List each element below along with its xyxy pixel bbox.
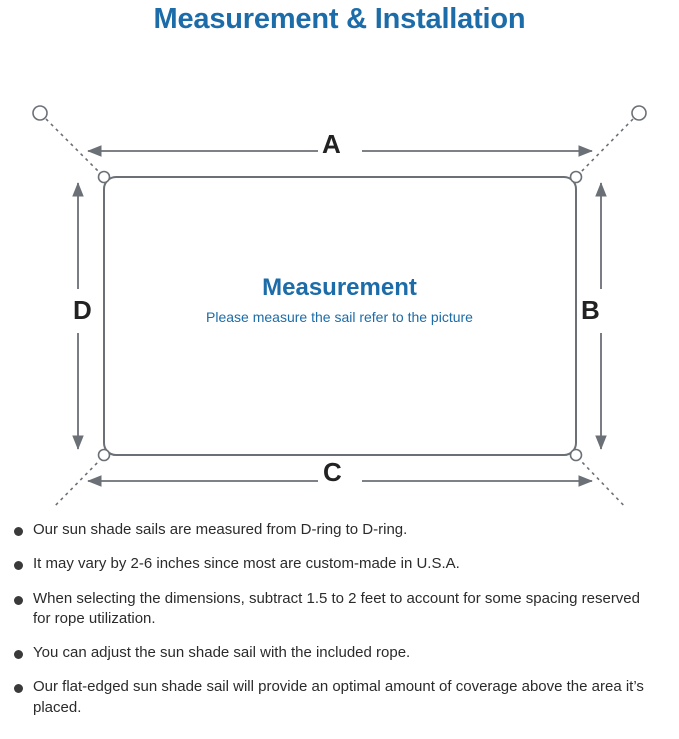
note-text: Our flat-edged sun shade sail will provide an optimal amount of coverage above the area it’s placed. xyxy=(33,678,644,716)
dimension-label-c: C xyxy=(323,456,342,487)
list-item xyxy=(14,554,661,574)
d-ring-top-right xyxy=(571,171,582,182)
rope-top-right xyxy=(581,119,633,172)
d-ring-bottom-right xyxy=(571,449,582,460)
note-text: You can adjust the sun shade sail with the included rope. xyxy=(33,644,411,661)
dimension-label-d: D xyxy=(73,294,92,325)
list-item xyxy=(14,643,661,663)
bullet-icon xyxy=(14,527,23,536)
list-item xyxy=(14,677,661,718)
note-text: When selecting the dimensions, subtract 1.5 to 2 feet to account for some spacing reserved for rope utilization. xyxy=(33,589,640,627)
bullet-icon xyxy=(14,650,23,659)
anchor-point-top-left xyxy=(33,106,47,120)
measurement-diagram xyxy=(0,37,679,507)
rope-top-left xyxy=(46,119,99,172)
d-ring-top-left xyxy=(99,171,110,182)
diagram-svg xyxy=(0,37,679,507)
dimension-label-b: B xyxy=(581,294,600,325)
list-item xyxy=(14,520,661,540)
note-text: Our sun shade sails are measured from D-ring to D-ring. xyxy=(33,521,408,538)
d-ring-bottom-left xyxy=(99,449,110,460)
bullet-icon xyxy=(14,684,23,693)
rope-bottom-right xyxy=(581,461,633,507)
bullet-icon xyxy=(14,596,23,605)
bullet-icon xyxy=(14,561,23,570)
rope-bottom-left xyxy=(46,461,99,507)
note-text: It may vary by 2-6 inches since most are custom-made in U.S.A. xyxy=(33,555,460,573)
measurement-subtext: Please measure the sail refer to the picture xyxy=(206,308,473,325)
anchor-point-top-right xyxy=(632,106,646,120)
diagram-center-caption xyxy=(0,273,679,325)
notes-list xyxy=(0,520,679,732)
page-title: Measurement & Installation xyxy=(153,3,526,35)
list-item xyxy=(14,589,661,630)
measurement-heading: Measurement xyxy=(262,273,417,301)
dimension-label-a: A xyxy=(322,128,341,159)
